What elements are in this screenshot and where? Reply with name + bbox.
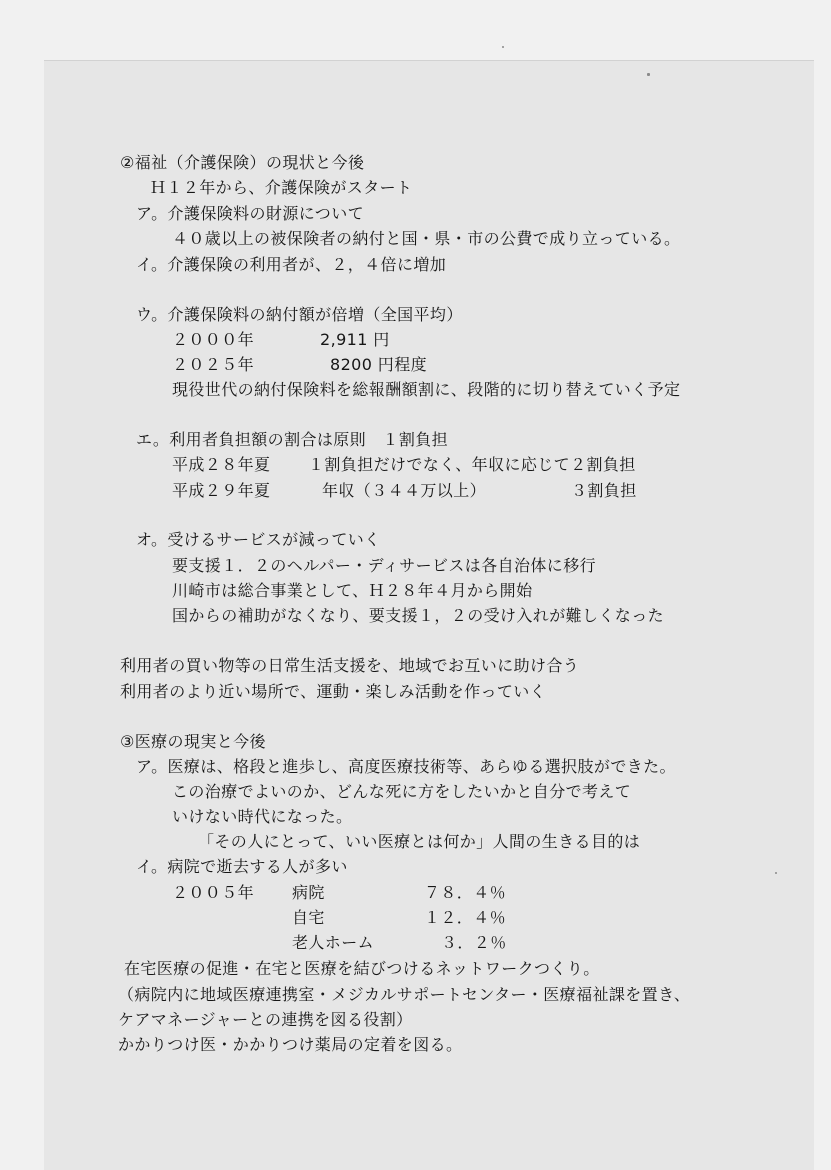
welfare-item-u-title: ウ。介護保険料の納付額が倍増（全国平均） — [136, 305, 463, 324]
welfare-summary-line2: 利用者のより近い場所で、運動・楽しみ活動を作っていく — [120, 682, 547, 701]
welfare-heading: ②福祉（介護保険）の現状と今後 — [120, 153, 365, 172]
burden-row1-text: １割負担だけでなく、年収に応じて２割負担 — [308, 455, 636, 474]
scan-speck — [502, 46, 504, 48]
medical-item-a-line3: いけない時代になった。 — [172, 807, 353, 826]
medical-heading: ③医療の現実と今後 — [120, 732, 266, 751]
medical-item-i-title: イ。病院で逝去する人が多い — [136, 857, 348, 876]
stats-pct-nursing-home: ３．２％ — [441, 933, 507, 952]
medical-item-a-line2: この治療でよいのか、どんな死に方をしたいかと自分で考えて — [172, 782, 632, 801]
welfare-item-e-title: エ。利用者負担額の割合は原則 １割負担 — [136, 430, 449, 449]
stats-place-nursing-home: 老人ホーム — [292, 933, 375, 952]
premium-amount-2000: 2,911 円 — [320, 330, 390, 349]
welfare-item-a-title: ア。介護保険料の財源について — [136, 204, 365, 223]
stats-year: ２００５年 — [172, 883, 255, 902]
medical-closing-line1: 在宅医療の促進・在宅と医療を結びつけるネットワークつくり。 — [124, 959, 600, 978]
welfare-item-u-note: 現役世代の納付保険料を総報酬額割に、段階的に切り替えていく予定 — [172, 380, 681, 399]
burden-row1-label: 平成２８年夏 — [172, 455, 271, 474]
burden-row2-income: 年収（３４４万以上） — [322, 481, 487, 500]
welfare-summary-line1: 利用者の買い物等の日常生活支援を、地域でお互いに助け合う — [120, 656, 580, 675]
medical-item-a-line1: ア。医療は、格段と進歩し、高度医療技術等、あらゆる選択肢ができた。 — [136, 757, 676, 776]
premium-amount-2025: 8200 円程度 — [330, 355, 428, 374]
stats-pct-hospital: ７８．４％ — [424, 883, 507, 902]
welfare-item-o-line1: 要支援１．２のヘルパー・ディサービスは各自治体に移行 — [172, 556, 597, 575]
welfare-intro: Ｈ１２年から、介護保険がスタート — [150, 178, 413, 197]
medical-closing-line3: ケアマネージャーとの連携を図る役割） — [118, 1010, 413, 1029]
medical-item-a-quote: 「その人にとって、いい医療とは何か」人間の生きる目的は — [198, 832, 641, 851]
welfare-item-o-title: オ。受けるサービスが減っていく — [136, 530, 381, 549]
welfare-item-i-title: イ。介護保険の利用者が、２，４倍に増加 — [136, 255, 447, 274]
welfare-item-o-line2: 川崎市は総合事業として、Ｈ２８年４月から開始 — [172, 581, 533, 600]
scan-speck — [775, 872, 777, 874]
welfare-item-o-line3: 国からの補助がなくなり、要支援１，２の受け入れが難しくなった — [172, 606, 665, 625]
premium-year-2025: ２０２５年 — [172, 355, 255, 374]
stats-place-home: 自宅 — [292, 908, 325, 927]
scan-speck — [647, 73, 650, 76]
medical-closing-line2: （病院内に地域医療連携室・メジカルサポートセンター・医療福祉課を置き、 — [118, 985, 691, 1004]
burden-row2-label: 平成２９年夏 — [172, 481, 271, 500]
stats-place-hospital: 病院 — [292, 883, 325, 902]
premium-year-2000: ２０００年 — [172, 330, 255, 349]
welfare-item-a-text: ４０歳以上の被保険者の納付と国・県・市の公費で成り立っている。 — [172, 229, 681, 248]
stats-pct-home: １２．４％ — [424, 908, 507, 927]
scan-edge — [44, 60, 814, 61]
burden-row2-rate: ３割負担 — [571, 481, 637, 500]
medical-closing-line4: かかりつけ医・かかりつけ薬局の定着を図る。 — [118, 1035, 463, 1054]
